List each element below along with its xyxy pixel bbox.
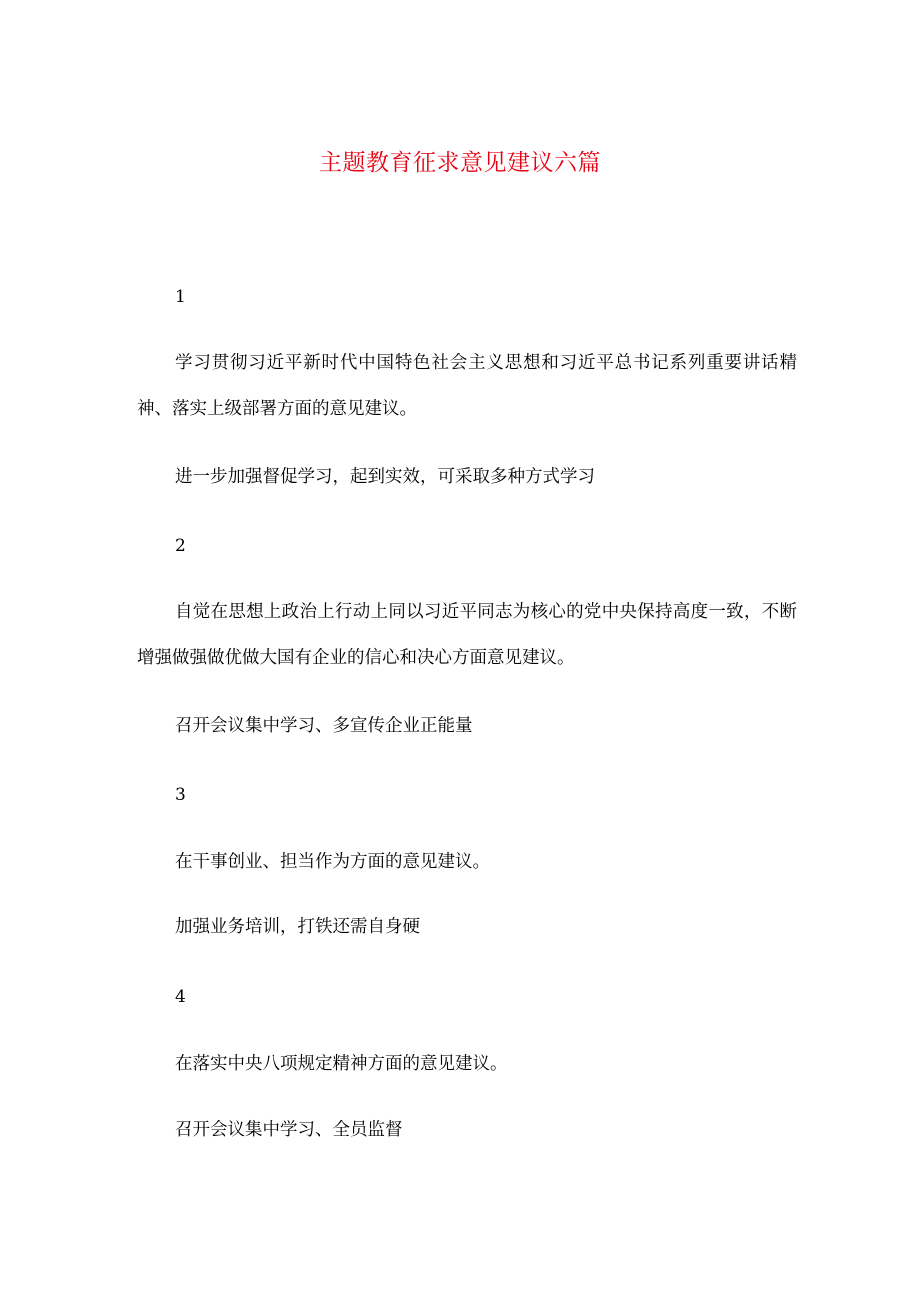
section-suggestion: 召开会议集中学习、多宣传企业正能量 xyxy=(175,716,473,736)
section-number: 4 xyxy=(175,987,186,1007)
section-topic: 学习贯彻习近平新时代中国特色社会主义思想和习近平总书记系列重要讲话精神、落实上级部署方面的意见建议。 xyxy=(137,353,797,419)
section-number: 3 xyxy=(175,785,186,805)
section-number: 2 xyxy=(175,536,186,556)
section-suggestion: 加强业务培训，打铁还需自身硬 xyxy=(175,917,420,937)
section-topic: 在落实中央八项规定精神方面的意见建议。 xyxy=(175,1054,508,1074)
section-suggestion: 进一步加强督促学习，起到实效，可采取多种方式学习 xyxy=(175,467,595,487)
section-topic: 在干事创业、担当作为方面的意见建议。 xyxy=(175,852,490,872)
document-title: 主题教育征求意见建议六篇 xyxy=(319,150,601,176)
section-number: 1 xyxy=(175,287,186,307)
section-topic: 自觉在思想上政治上行动上同以习近平同志为核心的党中央保持高度一致，不断增强做强做优做大国有企业的信心和决心方面意见建议。 xyxy=(137,602,797,668)
section-suggestion: 召开会议集中学习、全员监督 xyxy=(175,1120,403,1140)
